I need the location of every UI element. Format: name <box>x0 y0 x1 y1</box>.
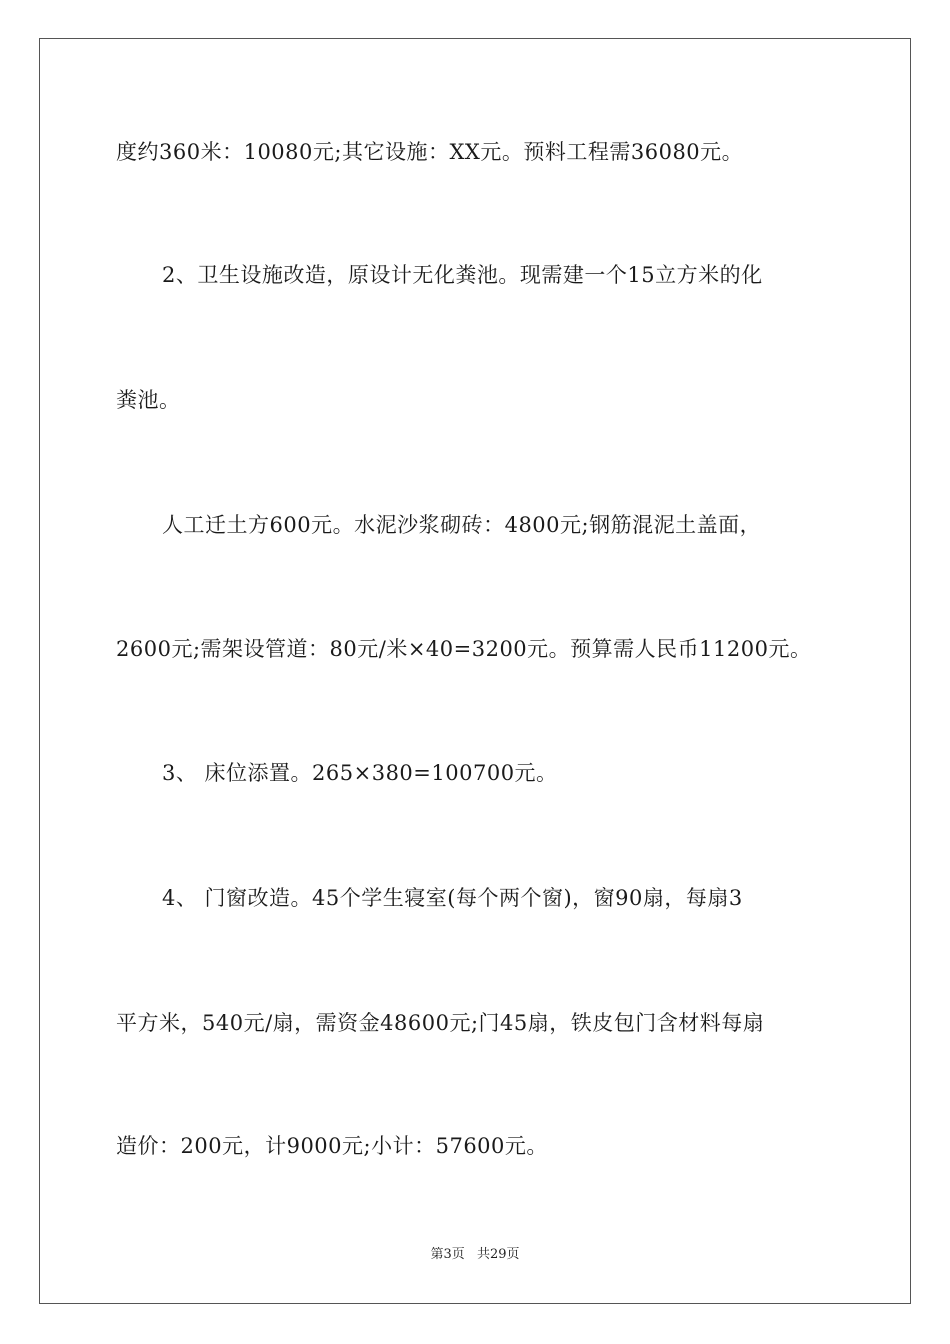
paragraph-line-2: 2、卫生设施改造，原设计无化粪池。现需建一个15立方米的化 <box>162 263 763 287</box>
paragraph-line-3: 粪池。 <box>116 388 181 412</box>
paragraph-line-5: 2600元;需架设管道：80元/米×40=3200元。预算需人民币11200元。 <box>116 637 812 661</box>
paragraph-line-6: 3、 床位添置。265×380=100700元。 <box>162 761 558 785</box>
paragraph-line-4: 人工迁土方600元。水泥沙浆砌砖：4800元;钢筋混泥土盖面， <box>162 513 762 537</box>
paragraph-line-9: 造价：200元，计9000元;小计：57600元。 <box>116 1134 548 1158</box>
page-border <box>39 38 911 1304</box>
page-number: 第3页 <box>430 1247 465 1262</box>
paragraph-line-1: 度约360米：10080元;其它设施：XX元。预料工程需36080元。 <box>116 140 744 164</box>
paragraph-line-8: 平方米，540元/扇，需资金48600元;门45扇，铁皮包门含材料每扇 <box>116 1011 765 1035</box>
page-footer <box>0 1246 950 1264</box>
page-total: 共29页 <box>476 1247 520 1262</box>
paragraph-line-7: 4、 门窗改造。45个学生寝室(每个两个窗)，窗90扇，每扇3 <box>162 886 743 910</box>
